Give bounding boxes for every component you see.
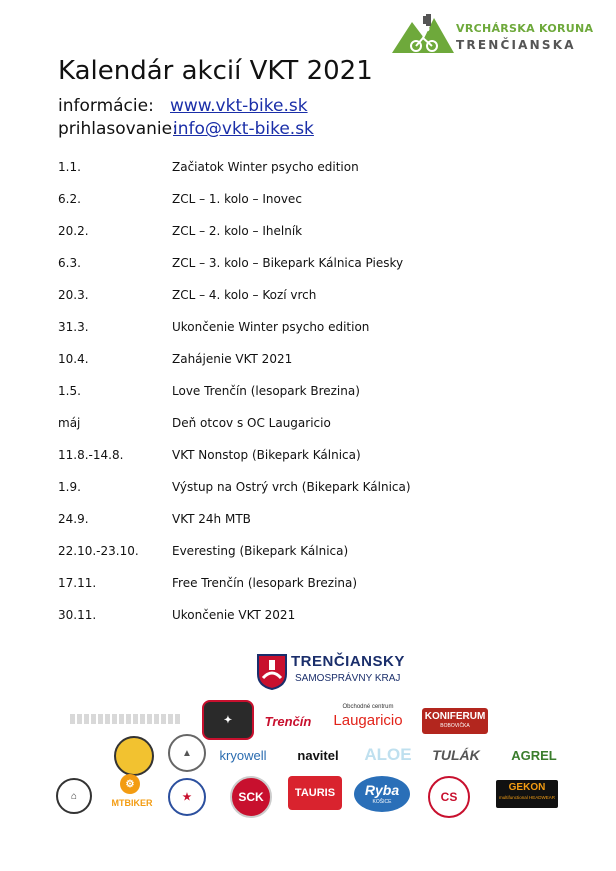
cs-logo: CS — [428, 776, 470, 818]
gekon-logo — [496, 780, 558, 808]
logo-line2: TRENČIANSKA — [456, 38, 576, 52]
logo-line1: VRCHÁRSKA KORUNA — [456, 22, 594, 35]
header-logo — [392, 12, 592, 58]
page-title: Kalendár akcií VKT 2021 — [58, 56, 373, 86]
event-name: ZCL – 1. kolo – Inovec — [172, 192, 302, 206]
registration-label: prihlasovanie: — [58, 119, 178, 139]
event-date: 1.5. — [58, 384, 81, 398]
event-row — [58, 254, 578, 286]
navitel-logo: navitel — [297, 747, 339, 763]
event-name: Ukončenie Winter psycho edition — [172, 320, 370, 334]
tulak-logo: TULÁK — [432, 747, 480, 763]
event-row — [58, 286, 578, 318]
event-date: 1.9. — [58, 480, 81, 494]
info-line — [58, 96, 308, 116]
sponsor-logo-round-flag: ★ — [168, 778, 206, 816]
event-date: 31.3. — [58, 320, 89, 334]
event-name: Ukončenie VKT 2021 — [172, 608, 296, 622]
tsk-subtitle: SAMOSPRÁVNY KRAJ — [295, 673, 401, 684]
event-date: 30.11. — [58, 608, 97, 622]
tsk-logo — [257, 652, 407, 692]
tsk-name: TRENČIANSKY — [291, 653, 405, 670]
event-date: 24.9. — [58, 512, 89, 526]
event-row — [58, 542, 578, 574]
kryowell-logo: kryowell — [219, 747, 267, 763]
event-name: VKT Nonstop (Bikepark Kálnica) — [172, 448, 361, 462]
sponsor-logo-badge: ✦ — [202, 700, 254, 740]
event-row — [58, 478, 578, 510]
event-name: ZCL – 2. kolo – Ihelník — [172, 224, 303, 238]
koniferum-logo — [422, 708, 488, 734]
gekon-small-text: multifunctional HEADWEAR — [498, 795, 556, 800]
event-name: VKT 24h MTB — [172, 512, 251, 526]
event-name: Výstup na Ostrý vrch (Bikepark Kálnica) — [172, 480, 411, 494]
event-row — [58, 414, 578, 446]
event-date: 11.8.-14.8. — [58, 448, 124, 462]
event-row — [58, 382, 578, 414]
event-name: Love Trenčín (lesopark Brezina) — [172, 384, 360, 398]
event-row — [58, 158, 578, 190]
tauris-logo: TAURIS — [288, 776, 342, 810]
event-name: ZCL – 4. kolo – Kozí vrch — [172, 288, 317, 302]
event-name: Zahájenie VKT 2021 — [172, 352, 293, 366]
event-row — [58, 574, 578, 606]
aloe-logo: ALOE — [364, 745, 412, 764]
mountain-biker-icon — [392, 12, 454, 54]
mtbiker-icon: ⚙ — [120, 774, 140, 794]
email-link[interactable]: info@vkt-bike.sk — [173, 119, 314, 139]
event-name: ZCL – 3. kolo – Bikepark Kálnica Piesky — [172, 256, 404, 270]
laugaricio-small-text: Obchodné centrum — [342, 704, 394, 710]
coat-of-arms-icon — [257, 654, 287, 690]
sponsors-panel — [52, 652, 572, 822]
laugaricio-name: Laugaricio — [333, 712, 403, 729]
ryba-logo — [354, 776, 410, 812]
gekon-name: GEKON — [508, 782, 546, 793]
koniferum-small-text: BOBOVIČKA — [440, 723, 470, 729]
event-date: 20.2. — [58, 224, 89, 238]
event-date: 20.3. — [58, 288, 89, 302]
sponsor-logo-gray-text — [70, 714, 180, 724]
event-date: 6.3. — [58, 256, 81, 270]
event-name: Free Trenčín (lesopark Brezina) — [172, 576, 358, 590]
event-row — [58, 190, 578, 222]
event-name: Začiatok Winter psycho edition — [172, 160, 359, 174]
event-date: 22.10.-23.10. — [58, 544, 139, 558]
event-date: 10.4. — [58, 352, 89, 366]
website-link[interactable]: www.vkt-bike.sk — [170, 96, 308, 116]
sck-logo: SCK — [230, 776, 272, 818]
event-name: Deň otcov s OC Laugaricio — [172, 416, 331, 430]
event-row — [58, 510, 578, 542]
event-date: 1.1. — [58, 160, 81, 174]
mtbiker-name: MTBIKER — [111, 798, 153, 808]
event-row — [58, 350, 578, 382]
event-date: 17.11. — [58, 576, 97, 590]
mtbiker-logo — [104, 774, 160, 816]
event-row — [58, 606, 578, 638]
registration-line — [58, 119, 314, 139]
trencin-logo: Trenčín — [264, 713, 312, 729]
koniferum-name: KONIFERUM — [424, 711, 486, 722]
event-date: máj — [58, 416, 81, 430]
sponsor-logo-round-yellow — [114, 736, 154, 776]
agrel-logo: AGREL — [511, 747, 557, 763]
events-list — [58, 158, 578, 638]
laugaricio-logo — [322, 704, 414, 736]
event-date: 6.2. — [58, 192, 81, 206]
event-row — [58, 318, 578, 350]
event-row — [58, 446, 578, 478]
ryba-name: Ryba — [364, 782, 400, 798]
info-label: informácie: — [58, 96, 154, 116]
event-name: Everesting (Bikepark Kálnica) — [172, 544, 349, 558]
event-row — [58, 222, 578, 254]
sponsor-logo-round-gray: ▲ — [168, 734, 206, 772]
sponsor-logo-round-dark: ⌂ — [56, 778, 92, 814]
ryba-small-text: KOŠICE — [372, 799, 392, 805]
